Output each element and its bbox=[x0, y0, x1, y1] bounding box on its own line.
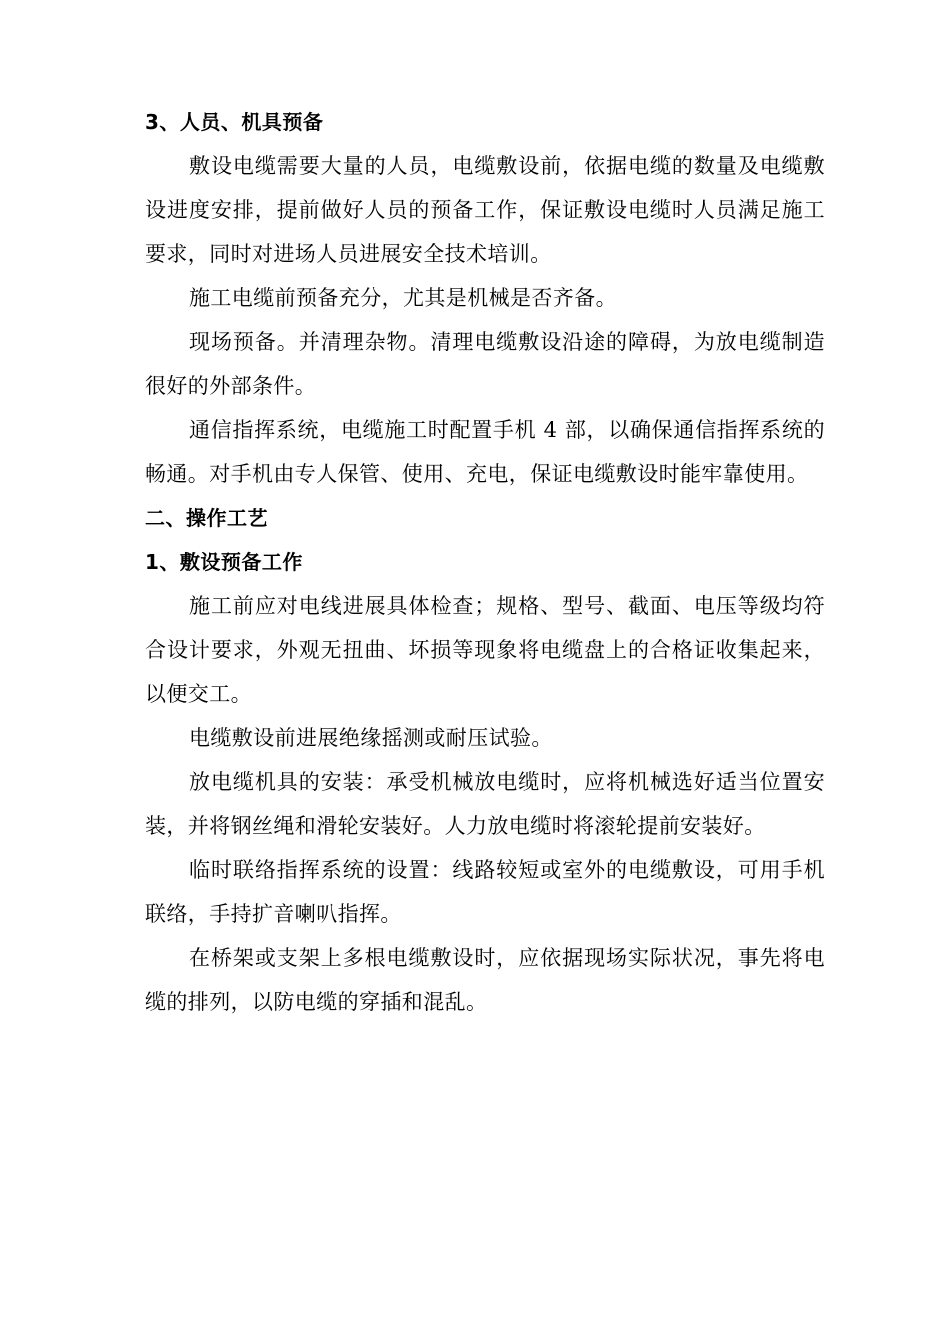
section-heading-personnel-equipment: 3、人员、机具预备 bbox=[145, 110, 324, 134]
paragraph-insulation-test: 电缆敷设前进展绝缘摇测或耐压试验。 bbox=[189, 726, 553, 750]
paragraph-inspection: 施工前应对电线进展具体检查；规格、型号、截面、电压等级均符合设计要求，外观无扭曲、坏损等现象将电缆盘上的合格证收集起来，以便交工。 bbox=[145, 594, 825, 706]
paragraph-temporary-command: 临时联络指挥系统的设置：线路较短或室外的电缆敷设，可用手机联络，手持扩音喇叭指挥。 bbox=[145, 858, 825, 926]
paragraph-communication: 通信指挥系统，电缆施工时配置手机 4 部，以确保通信指挥系统的畅通。对手机由专人保管、使用、充电，保证电缆敷设时能牢靠使用。 bbox=[145, 418, 825, 486]
subsection-heading-laying-preparation: 1、敷设预备工作 bbox=[145, 550, 303, 574]
paragraph-equipment-installation: 放电缆机具的安装：承受机械放电缆时，应将机械选好适当位置安装，并将钢丝绳和滑轮安装好。人力放电缆时将滚轮提前安装好。 bbox=[145, 770, 825, 838]
paragraph-personnel: 敷设电缆需要大量的人员，电缆敷设前，依据电缆的数量及电缆敷设进度安排，提前做好人员的预备工作，保证敷设电缆时人员满足施工要求，同时对进场人员进展安全技术培训。 bbox=[145, 154, 825, 266]
paragraph-site-preparation: 现场预备。并清理杂物。清理电缆敷设沿途的障碍，为放电缆制造很好的外部条件。 bbox=[145, 330, 825, 398]
document-page bbox=[145, 100, 825, 1024]
paragraph-cable-arrangement: 在桥架或支架上多根电缆敷设时，应依据现场实际状况，事先将电缆的排列，以防电缆的穿插和混乱。 bbox=[145, 946, 825, 1014]
paragraph-machinery: 施工电缆前预备充分，尤其是机械是否齐备。 bbox=[189, 286, 617, 310]
section-heading-operation-process: 二、操作工艺 bbox=[145, 506, 268, 530]
